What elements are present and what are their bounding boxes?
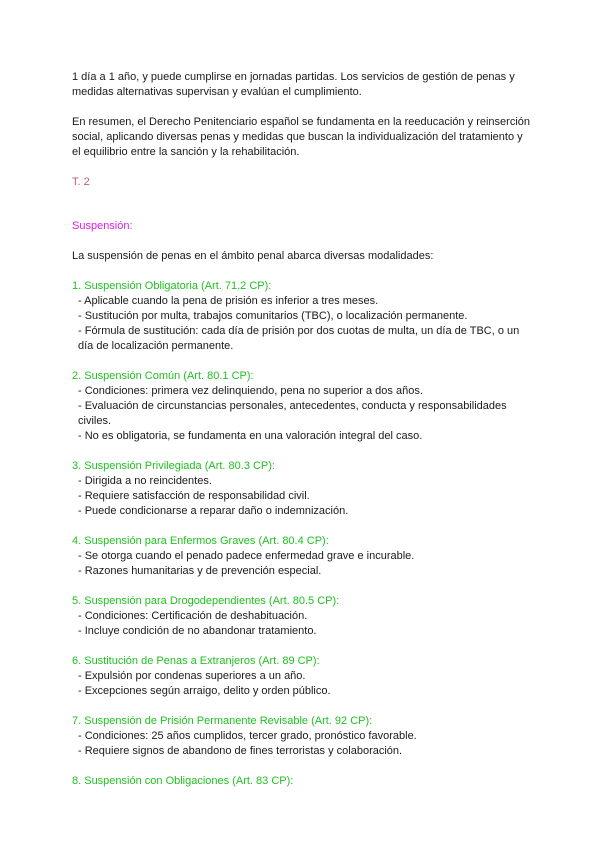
modality-item: - Evaluación de circunstancias personales, antecedentes, conducta y responsabilidades civiles. [78, 400, 507, 427]
modality-item: - Requiere satisfacción de responsabilidad civil. [78, 490, 310, 502]
modality-item: - Sustitución por multa, trabajos comunitarios (TBC), o localización permanente. [78, 310, 468, 322]
modality-block [72, 459, 532, 519]
modality-item: - Dirigida a no reincidentes. [78, 475, 212, 487]
modality-heading: 5. Suspensión para Drogodependientes (Art. 80.5 CP): [72, 595, 340, 607]
modality-item: - Excepciones según arraigo, delito y orden público. [78, 685, 331, 697]
modality-item: - Aplicable cuando la pena de prisión es inferior a tres meses. [78, 295, 379, 307]
modality-block [72, 714, 532, 759]
modality-heading: 4. Suspensión para Enfermos Graves (Art. 80.4 CP): [72, 535, 329, 547]
modality-block [72, 594, 532, 639]
modality-item: - Condiciones: Certificación de deshabituación. [78, 610, 308, 622]
modality-block [72, 774, 532, 789]
modality-item: - Puede condicionarse a reparar daño o indemnización. [78, 505, 349, 517]
modality-block [72, 369, 532, 444]
section-title: Suspensión: [72, 220, 133, 232]
modality-heading: 7. Suspensión de Prisión Permanente Revisable (Art. 92 CP): [72, 715, 373, 727]
modality-item: - Condiciones: 25 años cumplidos, tercer grado, pronóstico favorable. [78, 730, 417, 742]
intro-paragraph: 1 día a 1 año, y puede cumplirse en jornadas partidas. Los servicios de gestión de penas y medidas alternativas supervisan y evalúan el cumplimiento. [72, 71, 515, 98]
modalities-list [72, 279, 532, 789]
modality-heading: 8. Suspensión con Obligaciones (Art. 83 CP): [72, 775, 294, 787]
modality-item: - Expulsión por condenas superiores a un año. [78, 670, 306, 682]
modality-item: - Fórmula de sustitución: cada día de prisión por dos cuotas de multa, un día de TBC, o un día de localización permanente. [78, 325, 520, 352]
modality-block [72, 654, 532, 699]
modality-heading: 3. Suspensión Privilegiada (Art. 80.3 CP): [72, 460, 275, 472]
modality-item: - No es obligatoria, se fundamenta en una valoración integral del caso. [78, 430, 423, 442]
summary-paragraph: En resumen, el Derecho Penitenciario español se fundamenta en la reeducación y reinserción social, aplicando diversas penas y medidas que buscan la individualización del tratamiento y el equilibrio entre la sanción y la rehabilitación. [72, 116, 530, 158]
modality-item: - Razones humanitarias y de prevención especial. [78, 565, 322, 577]
modality-item: - Incluye condición de no abandonar tratamiento. [78, 625, 317, 637]
modality-heading: 2. Suspensión Común (Art. 80.1 CP): [72, 370, 254, 382]
modality-heading: 1. Suspensión Obligatoria (Art. 71.2 CP): [72, 280, 272, 292]
modality-item: - Requiere signos de abandono de fines terroristas y colaboración. [78, 745, 403, 757]
modality-item: - Se otorga cuando el penado padece enfermedad grave e incurable. [78, 550, 415, 562]
modality-block [72, 279, 532, 354]
section-number: T. 2 [72, 176, 90, 188]
modality-block [72, 534, 532, 579]
section-intro: La suspensión de penas en el ámbito penal abarca diversas modalidades: [72, 250, 434, 262]
document-body [72, 70, 532, 789]
modality-heading: 6. Sustitución de Penas a Extranjeros (Art. 89 CP): [72, 655, 320, 667]
modality-item: - Condiciones: primera vez delinquiendo, pena no superior a dos años. [78, 385, 423, 397]
